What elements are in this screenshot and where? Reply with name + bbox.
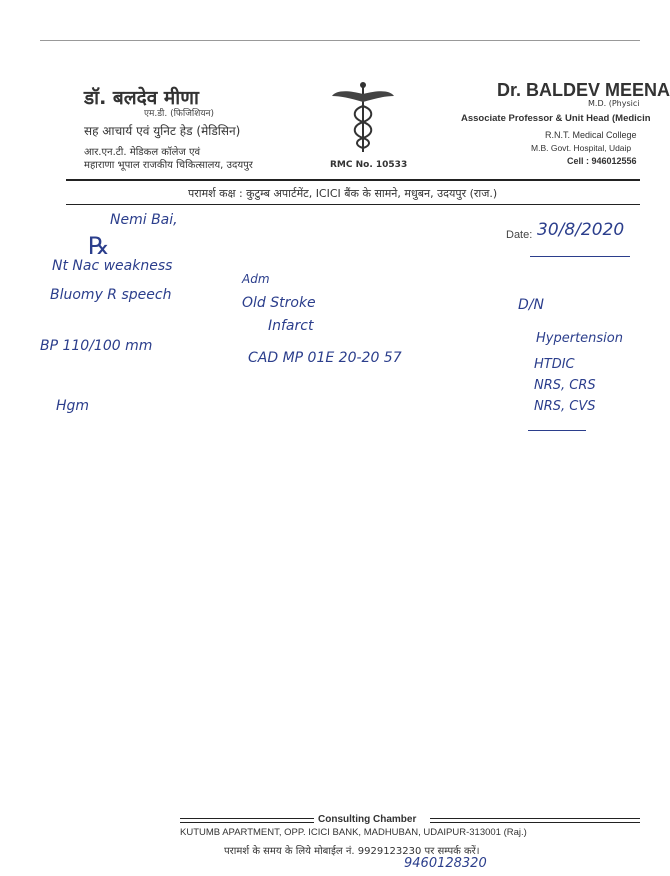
- note-line: Nt Nac weakness: [52, 258, 173, 274]
- handwritten-number: 9460128320: [404, 856, 487, 871]
- caduceus-icon: [330, 80, 396, 156]
- note-line: Adm: [242, 272, 270, 286]
- hospital-hindi: महाराणा भूपाल राजकीय चिकित्सालय, उदयपुर: [84, 160, 253, 171]
- doctor-name-hindi: डॉ. बलदेव मीणा: [84, 87, 199, 109]
- footer-title: Consulting Chamber: [318, 814, 417, 825]
- cell-number: Cell : 946012556: [567, 156, 637, 166]
- footer-rule-left-1: [180, 818, 314, 819]
- footer-contact-hindi: परामर्श के समय के लिये मोबाईल नं. 9929123230 पर सम्पर्क करें।: [224, 846, 480, 857]
- rx-symbol: ℞: [88, 232, 110, 260]
- doctor-designation-english: Associate Professor & Unit Head (Medicin: [461, 113, 651, 124]
- note-line: HTDIC: [534, 357, 575, 372]
- note-line: Old Stroke: [242, 295, 316, 311]
- note-line: NRS, CRS: [534, 378, 596, 393]
- doctor-name-english: Dr. BALDEV MEENA: [497, 80, 670, 100]
- note-line: CAD MP 01E 20-20 57: [248, 350, 402, 366]
- note-line: BP 110/100 mm: [40, 338, 153, 354]
- note-line: D/N: [518, 297, 544, 313]
- header-rule-top: [66, 179, 640, 181]
- doctor-designation-hindi: सह आचार्य एवं युनिट हेड (मेडिसिन): [84, 124, 241, 138]
- footer-rule-left-2: [180, 822, 314, 823]
- rmc-number: RMC No. 10533: [330, 160, 408, 170]
- college-hindi: आर.एन.टी. मेडिकल कॉलेज एवं: [84, 147, 201, 158]
- note-line: Hgm: [56, 398, 90, 414]
- consult-address-hindi: परामर्श कक्ष : कुटुम्ब अपार्टमेंट, ICICI बैंक के सामने, मधुबन, उदयपुर (राज.): [188, 187, 498, 200]
- footer-rule-right-2: [430, 822, 640, 823]
- header-rule-bottom: [66, 204, 640, 205]
- note-line: Bluomy R speech: [50, 287, 172, 303]
- note-underline: [528, 430, 586, 431]
- doctor-degree-english: M.D. (Physici: [588, 99, 640, 108]
- date-value: 30/8/2020: [537, 220, 625, 240]
- date-underline: [530, 256, 630, 257]
- college-english: R.N.T. Medical College: [545, 130, 637, 140]
- doctor-degree-hindi: एम.डी. (फिजिशियन): [144, 109, 215, 119]
- date-label: Date:: [506, 229, 533, 241]
- note-line: Infarct: [268, 318, 314, 334]
- footer-rule-right-1: [430, 818, 640, 819]
- hospital-english: M.B. Govt. Hospital, Udaip: [531, 143, 632, 153]
- footer-address: KUTUMB APARTMENT, OPP. ICICI BANK, MADHUBAN, UDAIPUR-313001 (Raj.): [180, 827, 527, 838]
- top-border: [40, 40, 640, 41]
- patient-name: Nemi Bai,: [110, 212, 178, 228]
- note-line: NRS, CVS: [534, 399, 596, 414]
- note-line: Hypertension: [536, 331, 623, 346]
